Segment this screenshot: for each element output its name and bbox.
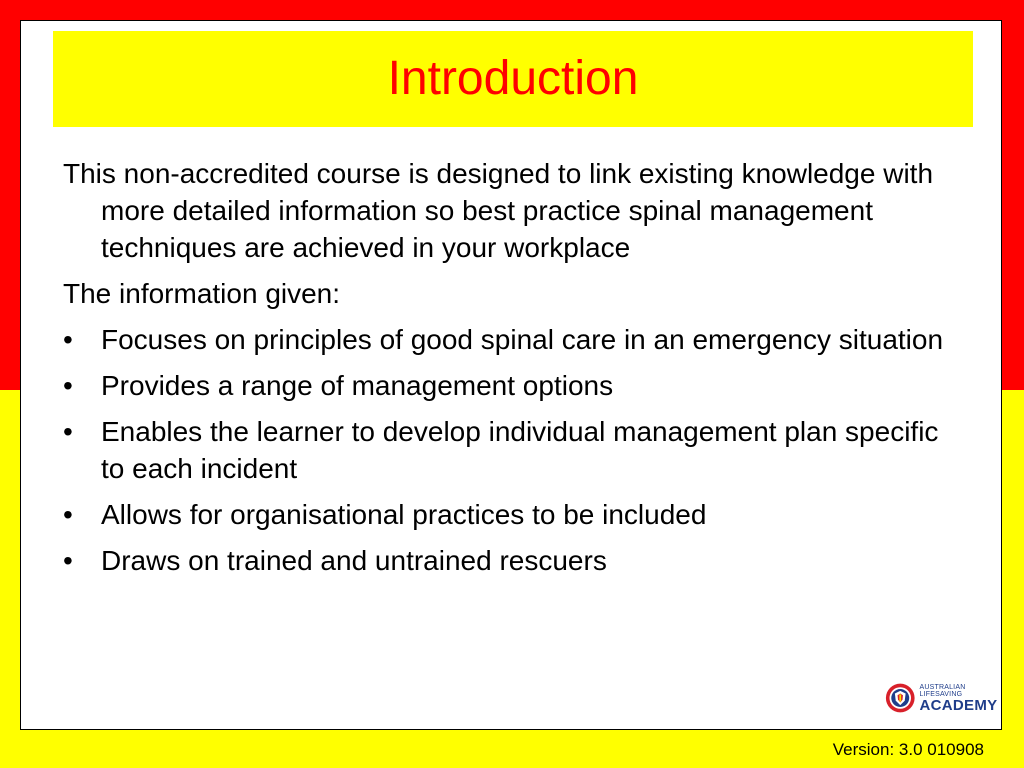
bullet-dot-icon: •: [63, 416, 73, 447]
list-item: [63, 367, 963, 404]
bullet-list: [63, 321, 963, 579]
bullet-text: Provides a range of management options: [101, 370, 614, 401]
bullet-text: Draws on trained and untrained rescuers: [101, 545, 607, 576]
bullet-text: Allows for organisational practices to be included: [101, 499, 707, 530]
logo-main-text: ACADEMY: [919, 696, 998, 714]
logo-top-text: AUSTRALIAN LIFESAVING: [919, 683, 966, 698]
bullet-text: Focuses on principles of good spinal care in an emergency situation: [101, 324, 944, 355]
list-item: [63, 496, 963, 533]
slide-panel: [20, 20, 1002, 730]
bullet-text: Enables the learner to develop individual management plan specific to each incident: [101, 416, 939, 484]
list-item: [63, 413, 963, 487]
version-label: Version: 3.0 010908: [832, 740, 984, 759]
slide-title: Introduction: [387, 52, 639, 105]
info-heading: The information given:: [63, 278, 341, 309]
list-item: [63, 542, 963, 579]
academy-logo: [885, 681, 1001, 715]
slide-body: [63, 155, 963, 588]
list-item: [63, 321, 963, 358]
logo-text: [920, 684, 1002, 713]
lifesaving-emblem-icon: [885, 681, 916, 715]
intro-paragraph: This non-accredited course is designed to link existing knowledge with more detailed information so best practice spinal management techniques are achieved in your workplace: [63, 158, 934, 263]
bullet-dot-icon: •: [63, 370, 73, 401]
bullet-dot-icon: •: [63, 324, 73, 355]
bullet-dot-icon: •: [63, 545, 73, 576]
bullet-dot-icon: •: [63, 499, 73, 530]
title-bar: [53, 31, 973, 127]
